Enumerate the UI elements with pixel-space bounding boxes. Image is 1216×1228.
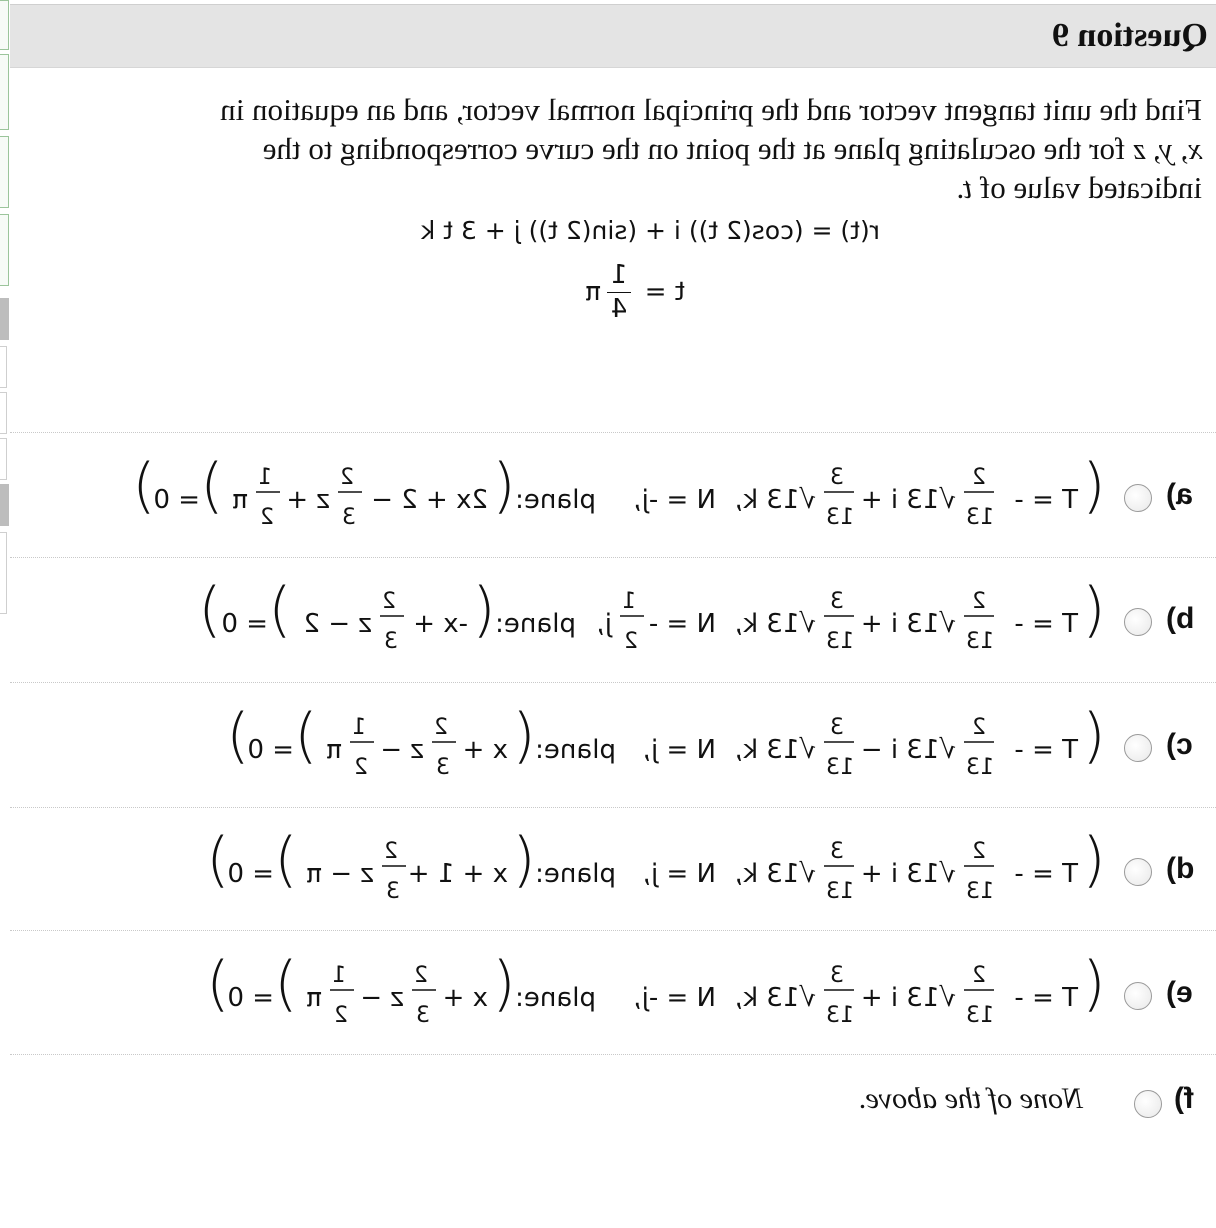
- option-e-radio[interactable]: [1124, 982, 1152, 1010]
- option-c-label: c): [1166, 728, 1193, 761]
- svg-text:2: 2: [624, 629, 638, 654]
- svg-text:plane:: plane:: [495, 609, 576, 639]
- svg-text:3: 3: [830, 839, 844, 864]
- option-b-label: b): [1166, 602, 1195, 635]
- question-line-2: [42, 129, 1202, 168]
- t-pi: π: [585, 277, 601, 307]
- svg-text:plane:: plane:: [535, 735, 616, 765]
- svg-text:2: 2: [354, 755, 368, 780]
- svg-text:T = -: T = -: [1014, 735, 1078, 765]
- svg-text:3: 3: [830, 715, 844, 740]
- svg-text:3: 3: [416, 1003, 430, 1028]
- svg-text:√13 i +: √13 i +: [860, 485, 956, 515]
- svg-text:(: (: [1082, 701, 1106, 771]
- option-a[interactable]: [10, 436, 1216, 556]
- svg-text:3: 3: [830, 589, 844, 614]
- svg-text:13: 13: [966, 1003, 994, 1028]
- option-c-radio[interactable]: [1124, 734, 1152, 762]
- question-line-3: [42, 168, 1202, 207]
- svg-text:(: (: [512, 701, 536, 771]
- left-box: [0, 532, 7, 614]
- t-value: [565, 260, 685, 326]
- t-fraction-bar: [607, 292, 631, 293]
- left-tab[interactable]: [0, 136, 9, 208]
- t-denominator: 4: [610, 294, 628, 324]
- left-box: [0, 438, 7, 480]
- svg-text:): ): [206, 949, 230, 1019]
- option-a-label: a): [1166, 478, 1193, 511]
- option-e-equation: [10, 934, 1216, 1054]
- svg-text:): ): [198, 575, 222, 645]
- svg-text:N = -j,: N = -j,: [633, 485, 716, 515]
- svg-text:= 0: = 0: [221, 609, 268, 639]
- svg-text:3: 3: [386, 879, 400, 904]
- svg-text:z +: z +: [286, 485, 330, 515]
- svg-text:π: π: [326, 735, 342, 765]
- svg-text:2: 2: [334, 1003, 348, 1028]
- svg-text:√13 i +: √13 i +: [860, 609, 956, 639]
- option-f-label: f): [1174, 1082, 1194, 1115]
- divider: [10, 557, 1216, 558]
- svg-text:√13 k,: √13 k,: [734, 609, 816, 639]
- svg-text:13: 13: [826, 879, 854, 904]
- left-scroll-thumb[interactable]: [0, 298, 9, 340]
- svg-text:): ): [294, 701, 318, 771]
- svg-text:plane:: plane:: [535, 859, 616, 889]
- svg-text:2: 2: [972, 839, 986, 864]
- svg-text:√13 k,: √13 k,: [734, 485, 816, 515]
- svg-text:2: 2: [382, 589, 396, 614]
- svg-text:= 0: = 0: [153, 485, 200, 515]
- svg-text:1: 1: [352, 715, 366, 740]
- svg-text:x +: x +: [442, 983, 488, 1013]
- svg-text:-x +: -x +: [413, 609, 468, 639]
- svg-text:(: (: [492, 451, 516, 521]
- svg-text:= 0: = 0: [227, 859, 274, 889]
- svg-text:T = -: T = -: [1014, 609, 1078, 639]
- svg-text:13: 13: [966, 755, 994, 780]
- svg-text:z − 2: z − 2: [303, 609, 372, 639]
- svg-text:): ): [200, 451, 224, 521]
- svg-text:2: 2: [340, 465, 354, 490]
- svg-text:): ): [268, 575, 292, 645]
- svg-text:2: 2: [972, 589, 986, 614]
- svg-text:N = -j,: N = -j,: [633, 983, 716, 1013]
- t-numerator: 1: [610, 260, 628, 290]
- svg-text:2: 2: [384, 839, 398, 864]
- svg-text:13: 13: [966, 879, 994, 904]
- svg-text:z −: z −: [360, 983, 404, 1013]
- divider: [10, 432, 1216, 433]
- divider: [10, 807, 1216, 808]
- left-tab[interactable]: [0, 54, 9, 130]
- svg-text:z − π: z − π: [306, 859, 374, 889]
- svg-text:(: (: [1082, 575, 1106, 645]
- option-c-equation: [10, 686, 1216, 806]
- svg-text:N = j,: N = j,: [642, 735, 716, 765]
- svg-text:N = j,: N = j,: [642, 859, 716, 889]
- left-box: [0, 392, 7, 434]
- svg-text:3: 3: [436, 755, 450, 780]
- left-tab[interactable]: [0, 0, 9, 50]
- curve-definition: r(t) = (cos(2 t)) i + (sin(2 t)) j + 3 t k: [420, 216, 880, 245]
- question-header: [10, 4, 1216, 68]
- svg-text:(: (: [1082, 825, 1106, 895]
- svg-text:2x + 2 −: 2x + 2 −: [371, 485, 488, 515]
- option-a-radio[interactable]: [1124, 484, 1152, 512]
- svg-text:√13 i −: √13 i −: [860, 735, 956, 765]
- option-d-label: d): [1166, 852, 1195, 885]
- svg-text:): ): [226, 701, 250, 771]
- svg-text:): ): [206, 825, 230, 895]
- svg-text:2: 2: [972, 465, 986, 490]
- svg-text:(: (: [512, 825, 536, 895]
- svg-text:3: 3: [384, 629, 398, 654]
- svg-text:13: 13: [826, 1003, 854, 1028]
- svg-text:√13 k,: √13 k,: [734, 859, 816, 889]
- svg-text:3: 3: [830, 963, 844, 988]
- option-d[interactable]: [10, 810, 1216, 930]
- divider: [10, 930, 1216, 931]
- question-title: Question 9: [1052, 17, 1208, 54]
- svg-text:= 0: = 0: [247, 735, 294, 765]
- svg-text:1: 1: [258, 465, 272, 490]
- svg-text:(: (: [472, 575, 496, 645]
- svg-text:N = -: N = -: [648, 609, 716, 639]
- svg-text:plane:: plane:: [515, 983, 596, 1013]
- left-tab[interactable]: [0, 214, 9, 286]
- question-text: [42, 90, 1202, 207]
- option-d-equation: [10, 810, 1216, 930]
- svg-text:√13 k,: √13 k,: [734, 735, 816, 765]
- svg-text:(: (: [492, 949, 516, 1019]
- svg-text:x +: x +: [462, 735, 508, 765]
- option-f-text: None of the above.: [858, 1082, 1083, 1115]
- svg-text:π: π: [306, 983, 322, 1013]
- svg-text:): ): [132, 451, 156, 521]
- question-card: [10, 0, 1216, 1228]
- question-vars: x, y, z: [1133, 131, 1202, 166]
- svg-text:T = -: T = -: [1014, 983, 1078, 1013]
- left-box: [0, 346, 7, 388]
- svg-text:z −: z −: [380, 735, 424, 765]
- divider: [10, 1054, 1216, 1055]
- question-line-3-text: indicated value of: [972, 170, 1202, 205]
- svg-text:2: 2: [972, 963, 986, 988]
- question-line-1: Find the unit tangent vector and the principal normal vector, and an equation in: [220, 92, 1202, 127]
- svg-text:): ): [274, 949, 298, 1019]
- svg-text:2: 2: [414, 963, 428, 988]
- svg-text:3: 3: [342, 505, 356, 530]
- divider: [10, 682, 1216, 683]
- svg-text:π: π: [232, 485, 248, 515]
- option-a-equation: [10, 436, 1216, 556]
- svg-text:3: 3: [830, 465, 844, 490]
- svg-text:(: (: [1082, 949, 1106, 1019]
- option-b-radio[interactable]: [1124, 608, 1152, 636]
- question-line-2-text: for the osculating plane at the point on the curve corresponding to the: [262, 131, 1134, 166]
- option-f-radio[interactable]: [1134, 1090, 1162, 1118]
- option-d-radio[interactable]: [1124, 858, 1152, 886]
- svg-text:13: 13: [966, 629, 994, 654]
- svg-text:13: 13: [826, 755, 854, 780]
- left-scroll-thumb[interactable]: [0, 484, 9, 526]
- svg-text:13: 13: [826, 629, 854, 654]
- option-b-equation: [10, 560, 1216, 680]
- svg-text:T = -: T = -: [1014, 859, 1078, 889]
- option-c[interactable]: [10, 686, 1216, 806]
- svg-text:2: 2: [260, 505, 274, 530]
- option-e-label: e): [1166, 976, 1193, 1009]
- question-line-3-var: t.: [955, 170, 973, 205]
- option-e[interactable]: [10, 934, 1216, 1054]
- svg-text:13: 13: [826, 505, 854, 530]
- svg-text:j,: j,: [596, 609, 612, 639]
- svg-text:= 0: = 0: [227, 983, 274, 1013]
- svg-text:): ): [274, 825, 298, 895]
- svg-text:√13 k,: √13 k,: [734, 983, 816, 1013]
- svg-text:plane:: plane:: [515, 485, 596, 515]
- svg-text:2: 2: [972, 715, 986, 740]
- svg-text:1: 1: [332, 963, 346, 988]
- svg-text:13: 13: [966, 505, 994, 530]
- svg-text:(: (: [1082, 451, 1106, 521]
- opt-a-T: T = -: [1014, 485, 1078, 515]
- svg-text:√13 i +: √13 i +: [860, 983, 956, 1013]
- t-lhs: t =: [644, 277, 685, 307]
- left-panel-edge: [0, 0, 10, 620]
- svg-text:√13 i +: √13 i +: [860, 859, 956, 889]
- option-b[interactable]: [10, 560, 1216, 680]
- svg-text:x + 1 +: x + 1 +: [407, 859, 508, 889]
- svg-text:2: 2: [434, 715, 448, 740]
- svg-text:1: 1: [622, 589, 636, 614]
